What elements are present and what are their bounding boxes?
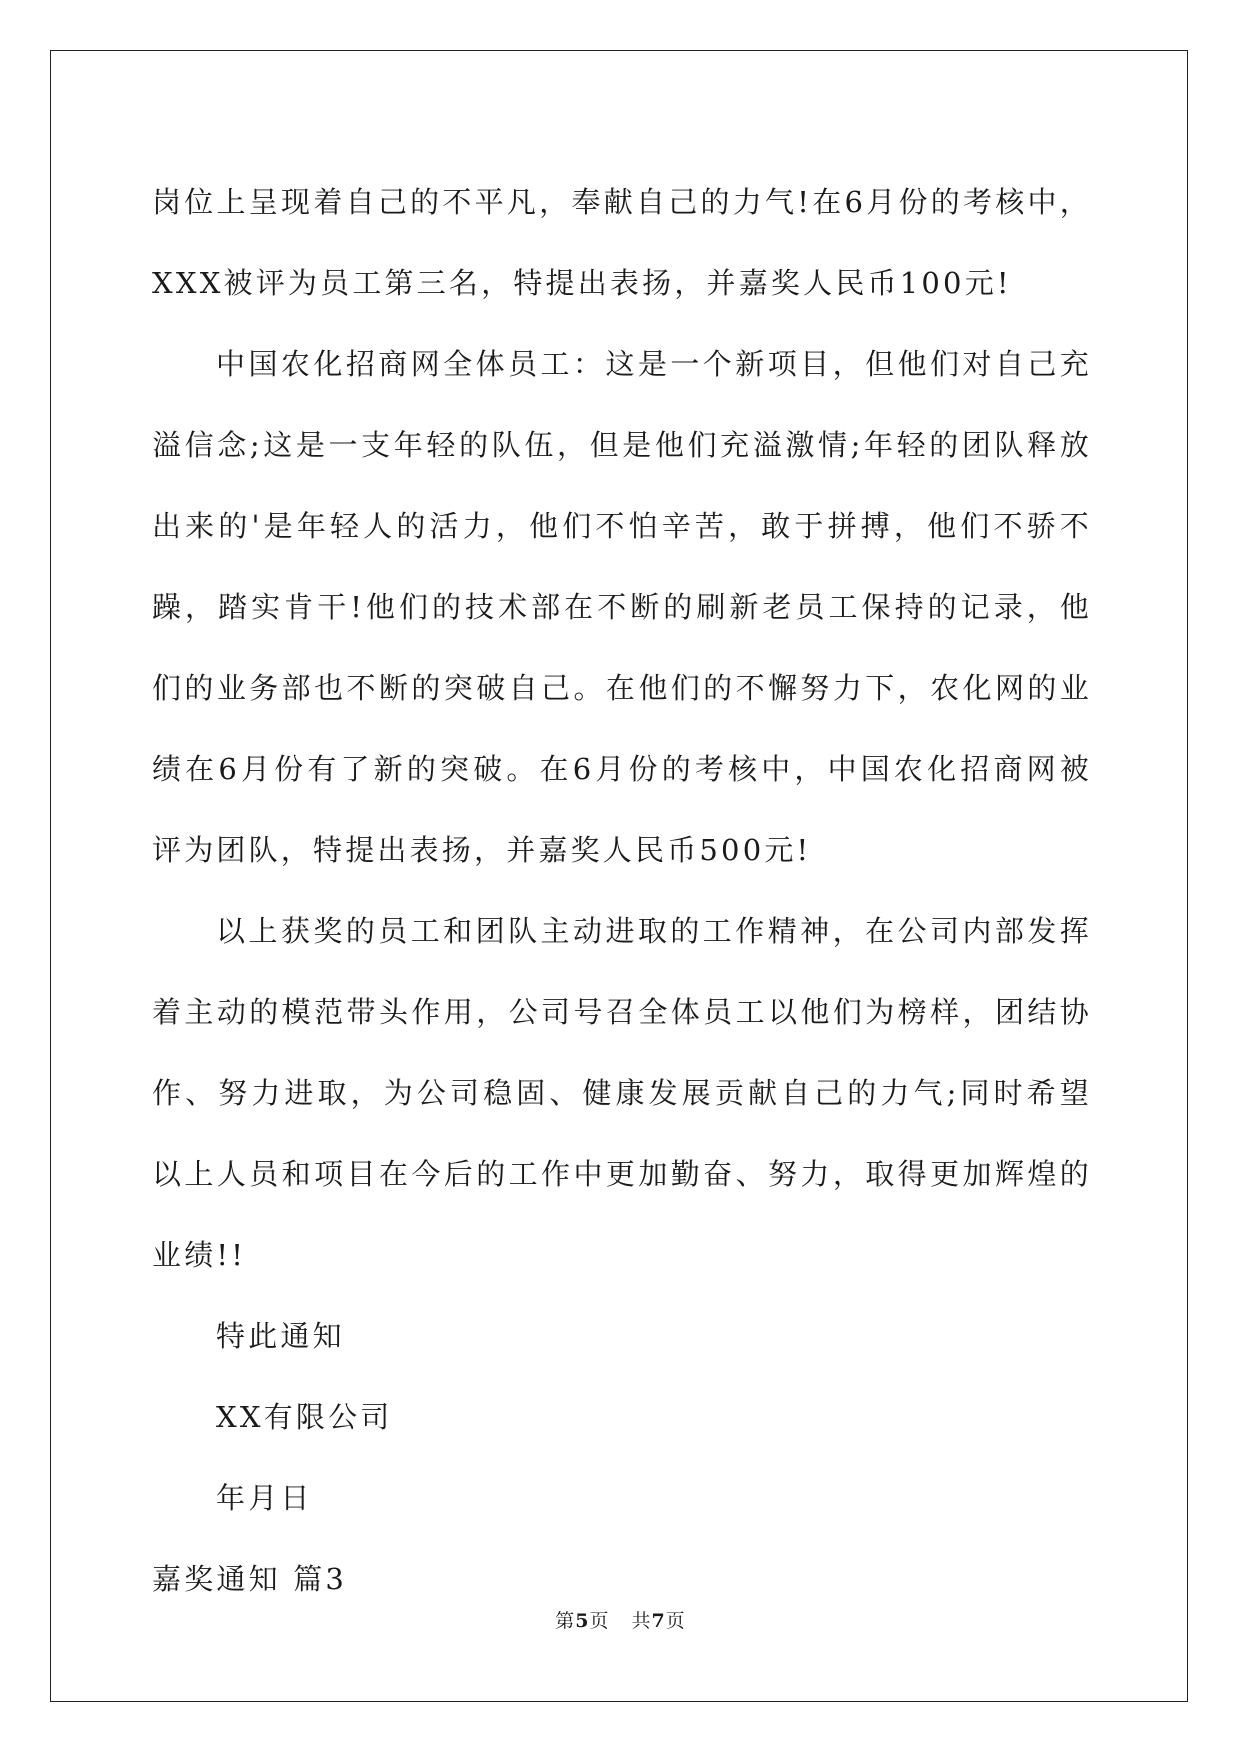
closing-notice: 特此通知 [216, 1319, 345, 1353]
company-name: XX有限公司 [216, 1400, 393, 1434]
page-footer [0, 1606, 1241, 1633]
total-suffix: 页 [665, 1610, 686, 1632]
current-page-number: 5 [575, 1610, 590, 1632]
document-body [152, 162, 1092, 1620]
paragraph-1: 岗位上呈现着自己的不平凡，奉献自己的力气!在6月份的考核中，XXX被评为员工第三名，特提出表扬，并嘉奖人民币100元! [152, 185, 1092, 300]
paragraph-2: 中国农化招商网全体员工：这是一个新项目，但他们对自己充溢信念;这是一支年轻的队伍，但是他们充溢激情;年轻的团队释放出来的'是年轻人的活力，他们不怕辛苦，敢于拼搏，他们不骄不躁，踏实肯干!他们的技术部在不断的刷新老员工保持的记录，他们的业务部也不断的突破自己。在他们的不懈努力下，农化网的业绩在6月份有了新的突破。在6月份的考核中，中国农化招商网被评为团队，特提出表扬，并嘉奖人民币500元! [152, 347, 1092, 867]
page-prefix: 第 [555, 1610, 576, 1632]
date-line: 年月日 [216, 1481, 313, 1515]
total-pages-number: 7 [651, 1610, 666, 1632]
page-suffix: 页 [589, 1610, 610, 1632]
paragraph-3: 以上获奖的员工和团队主动进取的工作精神，在公司内部发挥着主动的模范带头作用，公司号召全体员工以他们为榜样，团结协作、努力进取，为公司稳固、健康发展贡献自己的力气;同时希望以上人员和项目在今后的工作中更加勤奋、努力，取得更加辉煌的业绩!! [152, 914, 1092, 1272]
section-heading: 嘉奖通知 篇3 [152, 1562, 348, 1596]
total-prefix: 共 [631, 1610, 652, 1632]
